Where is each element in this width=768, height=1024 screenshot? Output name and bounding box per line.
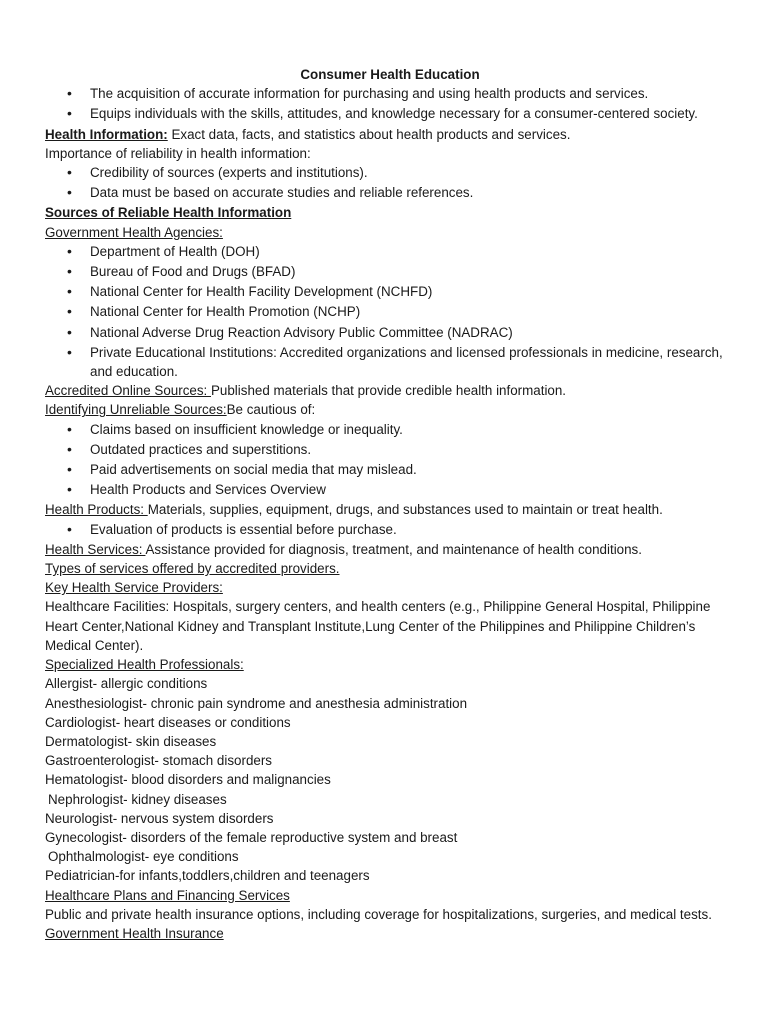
list-item: • The acquisition of accurate information for purchasing and using health products and services. (45, 84, 735, 103)
unreliable-sources-text: Be cautious of: (226, 402, 316, 418)
list-item: • Private Educational Institutions: Accredited organizations and licensed professionals in medicine, research, and education. (45, 343, 735, 381)
specialized-heading: Specialized Health Professionals: (45, 657, 244, 673)
specialist-line: Pediatrician-for infants,toddlers,children and teenagers (45, 868, 370, 884)
health-services-text: Assistance provided for diagnosis, treatment, and maintenance of health conditions. (145, 541, 642, 557)
specialist-line: Ophthalmologist- eye conditions (48, 849, 239, 865)
health-services-line (45, 540, 735, 559)
facilities-paragraph: Healthcare Facilities: Hospitals, surgery centers, and health centers (e.g., Philippine General Hospital, Philippine Heart Center,National Kidney and Transplant Institute,Lung Center of the Philippines and Philippine Children’s Medical Center). (45, 599, 711, 653)
specialist-line: Allergist- allergic conditions (45, 676, 208, 692)
health-products-line (45, 500, 735, 519)
specialist-line: Neurologist- nervous system disorders (45, 810, 274, 826)
specialist-line: Gastroenterologist- stomach disorders (45, 753, 272, 769)
types-services-line: Types of services offered by accredited providers. (45, 561, 340, 577)
products-list (45, 520, 735, 539)
specialist-line: Gynecologist- disorders of the female reproductive system and breast (45, 829, 458, 845)
gov-agencies-heading: Government Health Agencies: (45, 224, 223, 240)
plans-heading: Healthcare Plans and Financing Services (45, 887, 290, 903)
health-information-label: Health Information: (45, 126, 168, 142)
accredited-online-text: Published materials that provide credible health information. (210, 383, 567, 399)
plans-paragraph: Public and private health insurance options, including coverage for hospitalizations, surgeries, and medical tests. (45, 906, 712, 922)
unreliable-list (45, 420, 735, 500)
sources-heading: Sources of Reliable Health Information (45, 205, 292, 221)
list-item: • National Center for Health Facility Development (NCHFD) (45, 282, 735, 301)
list-item: • National Adverse Drug Reaction Advisory Public Committee (NADRAC) (45, 323, 735, 342)
document-page (45, 65, 735, 943)
list-item: • Outdated practices and superstitions. (45, 440, 735, 459)
specialist-line: Anesthesiologist- chronic pain syndrome and anesthesia administration (45, 695, 468, 711)
list-item: • National Center for Health Promotion (NCHP) (45, 302, 735, 321)
accredited-online-label: Accredited Online Sources: (45, 383, 211, 399)
accredited-online-line (45, 381, 735, 400)
list-item: • Evaluation of products is essential before purchase. (45, 520, 735, 539)
specialist-line: Cardiologist- heart diseases or conditions (45, 714, 291, 730)
intro-list (45, 84, 735, 123)
list-item: • Health Products and Services Overview (45, 480, 735, 499)
health-products-text: Materials, supplies, equipment, drugs, and substances used to maintain or treat health. (147, 502, 663, 518)
specialists-list (45, 674, 735, 885)
specialist-line: Hematologist- blood disorders and malignancies (45, 772, 331, 788)
reliability-list (45, 163, 735, 202)
document-title: Consumer Health Education (300, 67, 480, 82)
list-item: • Claims based on insufficient knowledge or inequality. (45, 420, 735, 439)
gov-agencies-list (45, 242, 735, 381)
health-products-label: Health Products: (45, 502, 148, 518)
key-providers-heading: Key Health Service Providers: (45, 580, 223, 596)
unreliable-sources-label: Identifying Unreliable Sources: (45, 402, 227, 418)
list-item: • Paid advertisements on social media that may mislead. (45, 460, 735, 479)
list-item: • Data must be based on accurate studies and reliable references. (45, 183, 735, 202)
list-item: • Equips individuals with the skills, attitudes, and knowledge necessary for a consumer-centered society. (45, 104, 735, 123)
list-item: • Department of Health (DOH) (45, 242, 735, 261)
specialist-line: Nephrologist- kidney diseases (48, 791, 227, 807)
health-services-label: Health Services: (45, 541, 146, 557)
specialist-line: Dermatologist- skin diseases (45, 733, 217, 749)
list-item: • Credibility of sources (experts and institutions). (45, 163, 735, 182)
reliability-heading: Importance of reliability in health information: (45, 145, 311, 161)
health-information-text: Exact data, facts, and statistics about health products and services. (167, 126, 571, 142)
unreliable-sources-line (45, 400, 735, 419)
health-information-line (45, 125, 735, 144)
list-item: • Bureau of Food and Drugs (BFAD) (45, 262, 735, 281)
gov-insurance-heading: Government Health Insurance (45, 925, 224, 941)
